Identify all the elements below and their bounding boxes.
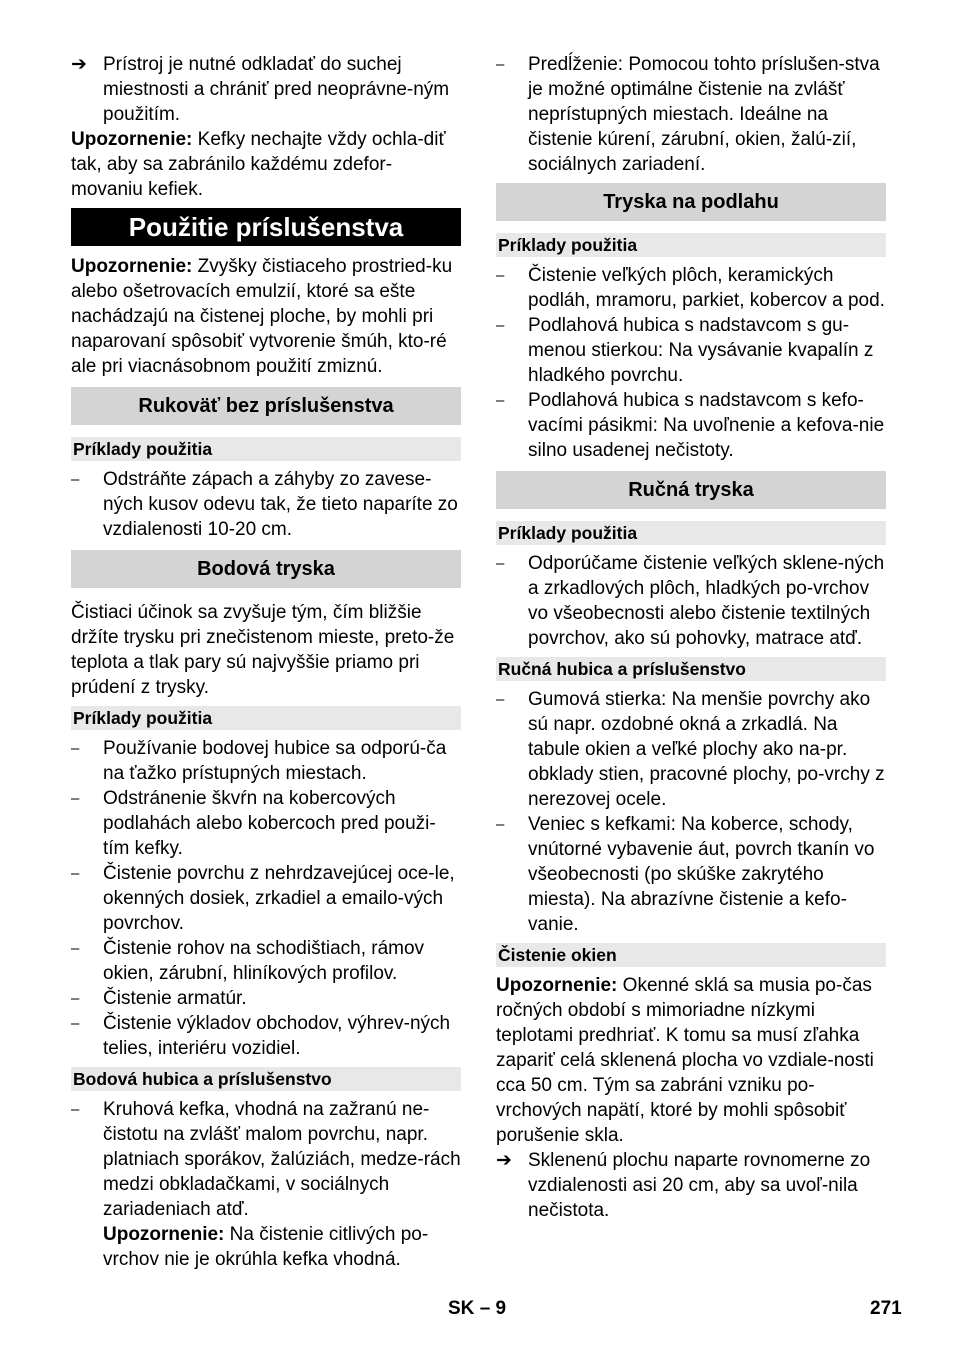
bullet-list: [71, 1097, 461, 1272]
arrow-icon: ➔: [496, 1150, 512, 1171]
list-item-text: Čistenie armatúr.: [103, 988, 247, 1009]
bullet-list: [496, 687, 886, 937]
section-heading: Rukoväť bez príslušenstva: [71, 387, 461, 425]
list-item: [496, 263, 886, 313]
note-text: Kefky nechajte vždy ochla-diť tak, aby sa zabránilo každému zdefor-movaniu kefiek.: [71, 129, 446, 200]
list-item-text: Podlahová hubica s nadstavcom s kefo-vacími pásikmi: Na uvoľnenie a kefova-nie silno usadenej nečistoty.: [528, 390, 885, 461]
list-item-text: Čistenie povrchu z nehrdzavejúcej oce-le, okenných dosiek, zrkadiel a emailo-vých povrchov.: [103, 863, 455, 934]
note-label: Upozornenie:: [496, 975, 618, 996]
page-number: 271: [870, 1298, 902, 1319]
list-item-text: Gumová stierka: Na menšie povrchy ako sú napr. ozdobné okná a zrkadlá. Na tabule okien a veľké plochy ako na-pr. obklady stien, pracovné plochy, po-vrchy z nerezovej ocele.: [528, 689, 885, 810]
dash-marker: –: [71, 1015, 80, 1032]
right-column: [496, 52, 886, 1223]
list-item: [496, 687, 886, 812]
dash-marker: –: [496, 56, 505, 73]
list-item: [496, 812, 886, 937]
subsection-heading: Bodová hubica a príslušenstvo: [71, 1067, 461, 1091]
list-item: [496, 388, 886, 463]
note-paragraph: [496, 973, 886, 1148]
dash-marker: –: [71, 990, 80, 1007]
list-item: [496, 313, 886, 388]
list-item: [71, 986, 461, 1011]
section-heading: Tryska na podlahu: [496, 183, 886, 221]
dash-marker: –: [496, 317, 505, 334]
dash-marker: –: [71, 790, 80, 807]
left-column: [71, 52, 461, 1272]
list-item-text: Čistenie výkladov obchodov, výhrev-ných telies, interiéru vozidiel.: [103, 1013, 451, 1059]
list-item-text: Podlahová hubica s nadstavcom s gu-menou stierkou: Na vysávanie kvapalín z hladkého povrchu.: [528, 315, 874, 386]
note-text: Na čistenie citlivých po-vrchov nie je okrúhla kefka vhodná.: [103, 1224, 429, 1270]
section-heading: Ručná tryska: [496, 471, 886, 509]
section-heading: Bodová tryska: [71, 550, 461, 588]
subsection-heading: Príklady použitia: [71, 437, 461, 461]
dash-marker: –: [496, 555, 505, 572]
bullet-list: [71, 467, 461, 542]
dash-marker: –: [496, 816, 505, 833]
note-text: Zvyšky čistiaceho prostried-ku alebo ošetrovacích emulzií, ktoré sa ešte nachádzajú na čistenej ploche, by mohli pri naparovaní spôsobiť vytvorenie šmúh, kto-ré ale pri viacnásobnom použití zmiznú.: [71, 256, 453, 377]
list-item-text: Odstránenie škvŕn na kobercových podlahách alebo kobercoch pred použi-tím kefky.: [103, 788, 436, 859]
list-item-text: Čistenie rohov na schodištiach, rámov okien, zárubní, hliníkových profilov.: [103, 938, 425, 984]
subsection-heading: Čistenie okien: [496, 943, 886, 967]
list-item: [496, 52, 886, 177]
list-item-text: Čistenie veľkých plôch, keramických podláh, mramoru, parkiet, kobercov a pod.: [528, 265, 885, 311]
list-item-text: Predĺženie: Pomocou tohto príslušen-stva je možné optimálne čistenie na zvlášť neprístupných miestach. Ideálne na čistenie kúrení, zárubní, okien, žalú-zií, sociálnych zariadení.: [528, 54, 880, 175]
list-item-text: Používanie bodovej hubice sa odporú-ča na ťažko prístupných miestach.: [103, 738, 447, 784]
paragraph: Čistiaci účinok sa zvyšuje tým, čím bližšie držíte trysku pri znečistenom mieste, preto-že teplota a tlak pary sú najvyššie priamo pri prúdení z trysky.: [71, 602, 455, 698]
list-item: [496, 551, 886, 651]
note-label: Upozornenie:: [103, 1224, 225, 1245]
list-item: [71, 467, 461, 542]
note-paragraph: [71, 127, 461, 202]
list-item-note: [103, 1222, 461, 1272]
subsection-heading: Príklady použitia: [496, 233, 886, 257]
arrow-icon: ➔: [71, 54, 87, 75]
bullet-list: [71, 736, 461, 1061]
list-item-text: Kruhová kefka, vhodná na zažranú ne-čistotu na zvlášť malom povrchu, napr. platniach sporákov, žalúziách, medze-rách medzi obkladačkami, v sociálnych zariadeniach atď.: [103, 1099, 461, 1220]
list-item: [71, 736, 461, 786]
bullet-list: [496, 263, 886, 463]
dash-marker: –: [496, 392, 505, 409]
note-label: Upozornenie:: [71, 129, 193, 150]
dash-marker: –: [71, 740, 80, 757]
list-item: [71, 861, 461, 936]
list-item: [71, 1097, 461, 1272]
note-text: Okenné sklá sa musia po-čas ročných období s mimoriadne nízkymi teplotami predhriať. K tomu sa musí zľahka zapariť celá sklenená plocha vo vzdiale-nosti cca 50 cm. Tým sa zabráni vzniku po-vrchových napätí, ktoré by mohli spôsobiť porušenie skla.: [496, 975, 874, 1146]
list-item-text: Veniec s kefkami: Na koberce, schody, vnútorné vybavenie áut, povrch tkanín vo všeobecnosti (po skúške zakrytého miesta). Na abrazívne čistenie a kefo-vanie.: [528, 814, 875, 935]
note-label: Upozornenie:: [71, 256, 193, 277]
list-item-text: Odstráňte zápach a záhyby zo zavese-ných kusov odevu tak, že tieto naparíte zo vzdialenosti 10-20 cm.: [103, 469, 458, 540]
subsection-heading: Ručná hubica a príslušenstvo: [496, 657, 886, 681]
dash-marker: –: [71, 471, 80, 488]
subsection-heading: Príklady použitia: [496, 521, 886, 545]
list-item: [71, 1011, 461, 1061]
bullet-list: [496, 551, 886, 651]
instruction-text: Sklenenú plochu naparte rovnomerne zo vzdialenosti asi 20 cm, aby sa uvoľ-nila nečistota.: [528, 1150, 871, 1221]
note-paragraph: [71, 254, 461, 379]
subsection-heading: Príklady použitia: [71, 706, 461, 730]
list-item: [71, 936, 461, 986]
instruction-item: [71, 52, 461, 127]
dash-marker: –: [496, 267, 505, 284]
dash-marker: –: [71, 940, 80, 957]
footer-language: SK: [448, 1298, 475, 1319]
footer-separator: –: [479, 1298, 491, 1319]
list-item: [71, 786, 461, 861]
list-item-text: Odporúčame čistenie veľkých sklene-ných a zrkadlových plôch, hladkých po-vrchov vo všeobecnosti alebo čistenie textilných povrchov, ako sú pohovky, matrace atď.: [528, 553, 885, 649]
instruction-text: Prístroj je nutné odkladať do suchej miestnosti a chrániť pred neoprávne-ným použitím.: [103, 54, 450, 125]
instruction-item: [496, 1148, 886, 1223]
dash-marker: –: [496, 691, 505, 708]
dash-marker: –: [71, 865, 80, 882]
footer-language-page: [448, 1296, 506, 1322]
section-title-main: Použitie príslušenstva: [71, 208, 461, 246]
footer-section-page: 9: [495, 1298, 507, 1319]
dash-marker: –: [71, 1101, 80, 1118]
